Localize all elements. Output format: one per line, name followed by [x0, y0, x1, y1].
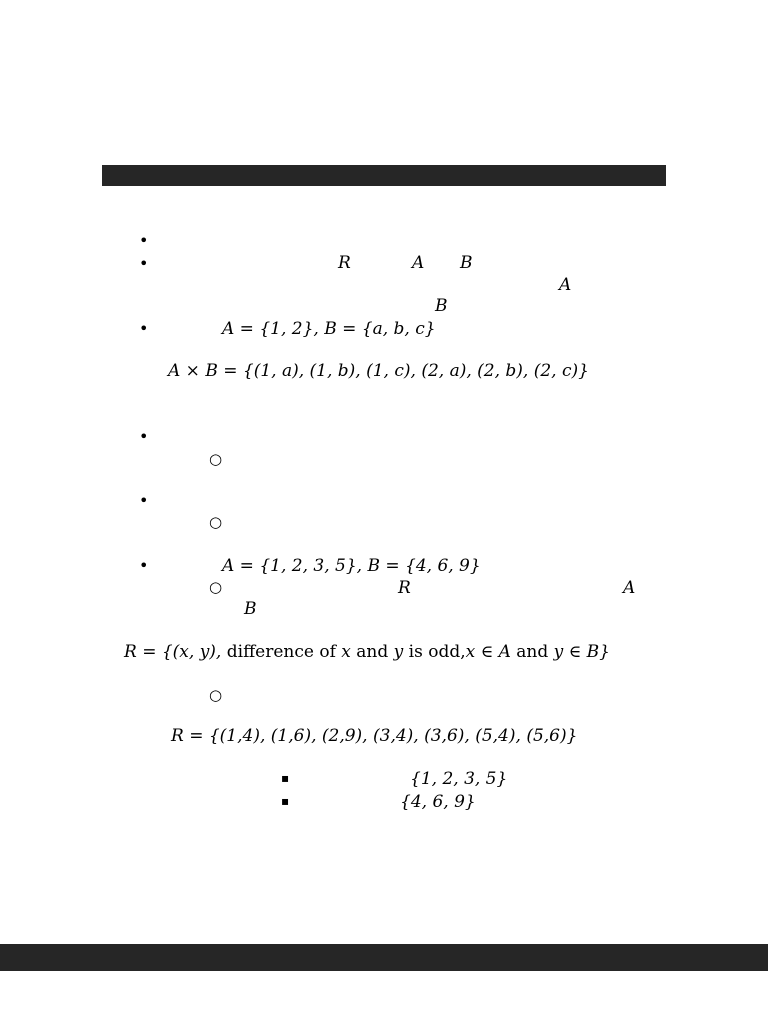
math-set-a: A — [412, 253, 425, 273]
bullet-disc-5: • — [139, 491, 149, 510]
header-bar — [102, 165, 666, 186]
bullet-circle-4: ○ — [209, 686, 223, 704]
bullet-square-1: ▪ — [281, 771, 290, 785]
relation-cond-1: x ∈ A — [465, 642, 511, 662]
bullet-disc-3: • — [139, 319, 149, 338]
domain-set: {1, 2, 3, 5} — [410, 769, 508, 789]
bullet-circle-2: ○ — [209, 513, 223, 531]
relation-text-4: and — [510, 642, 554, 662]
relation-close: } — [599, 642, 610, 662]
relation-text-1: difference of — [226, 642, 342, 662]
bullet-circle-3: ○ — [209, 578, 223, 596]
math-set-b-second: B — [435, 296, 448, 316]
bullet-disc-4: • — [139, 427, 149, 446]
math-set-a-second: A — [559, 275, 572, 295]
bullet-disc-2: • — [139, 254, 149, 273]
example-sets-1: A = {1, 2}, B = {a, b, c} — [222, 319, 436, 339]
relation-definition — [124, 644, 610, 661]
relation-cond-2: y ∈ B — [553, 642, 600, 662]
sub-set-a: A — [623, 578, 636, 598]
bullet-disc-1: • — [139, 231, 149, 250]
math-set-b: B — [460, 253, 473, 273]
cartesian-product: A × B = {(1, a), (1, b), (1, c), (2, a), (2, b), (2, c)} — [168, 361, 589, 381]
bullet-disc-6: • — [139, 556, 149, 575]
example-sets-2: A = {1, 2, 3, 5}, B = {4, 6, 9} — [222, 556, 481, 576]
relation-result: R = {(1,4), (1,6), (2,9), (3,4), (3,6), (5,4), (5,6)} — [171, 726, 578, 746]
relation-lhs: R = {(x, y), — [124, 642, 227, 662]
math-relation-symbol: R — [338, 253, 351, 273]
footer-bar — [0, 944, 768, 971]
relation-text-2: and — [350, 642, 394, 662]
sub-relation-symbol: R — [398, 578, 411, 598]
relation-text-3: is odd, — [403, 642, 466, 662]
bullet-square-2: ▪ — [281, 794, 290, 808]
codomain-set: {4, 6, 9} — [400, 792, 476, 812]
bullet-circle-1: ○ — [209, 450, 223, 468]
relation-y: y — [393, 642, 404, 662]
sub-set-b: B — [244, 599, 257, 619]
relation-x: x — [341, 642, 351, 662]
